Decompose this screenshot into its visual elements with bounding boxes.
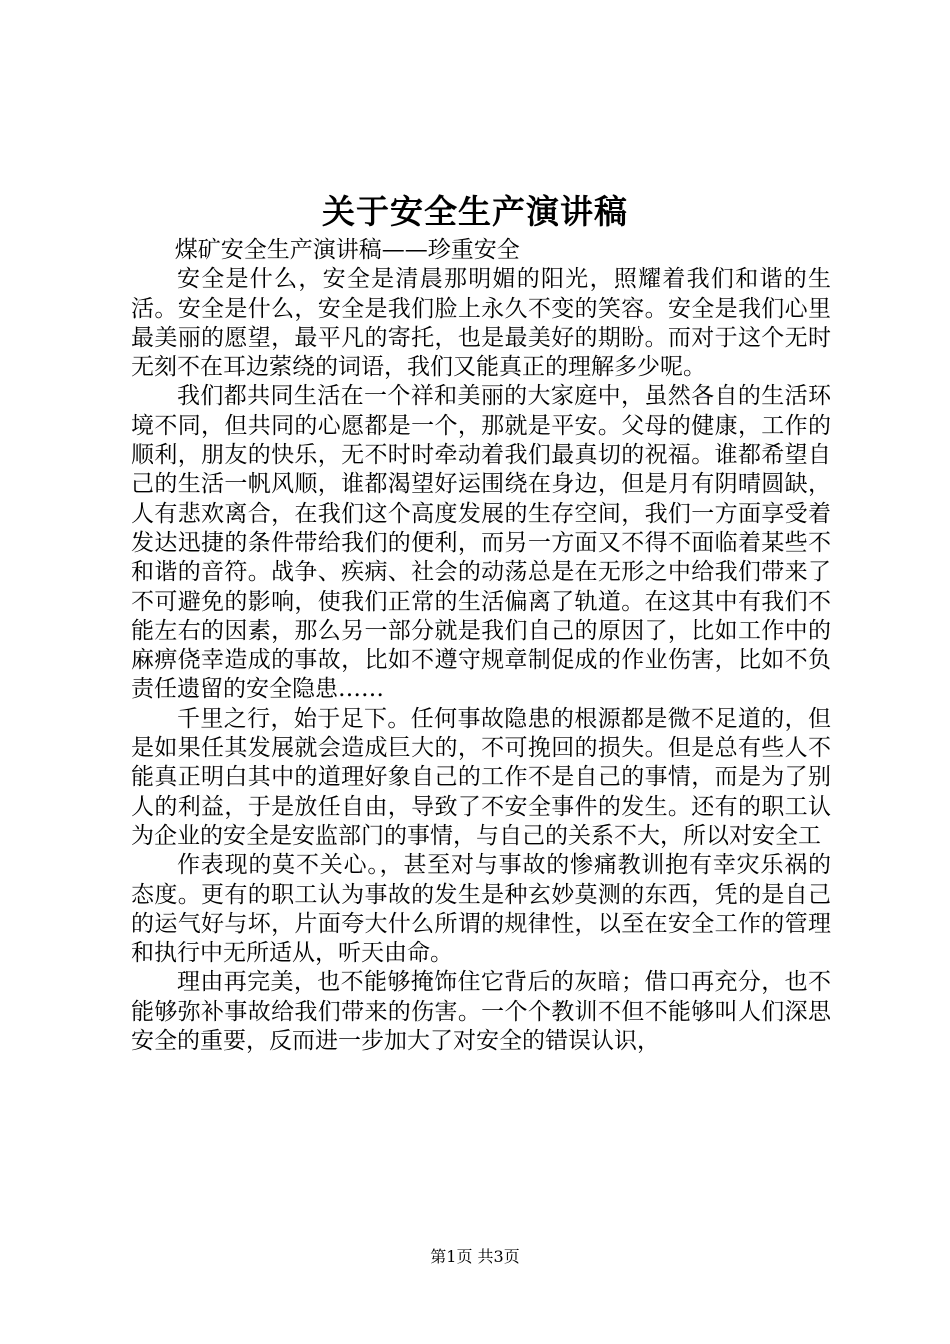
paragraph: 安全是什么，安全是清晨那明媚的阳光，照耀着我们和谐的生活。安全是什么，安全是我们脸上永久不变的笑容。安全是我们心里最美丽的愿望，最平凡的寄托，也是最美好的期盼。而对于这个无时无刻不在耳边萦绕的词语，我们又能真正的理解多少呢。: [131, 266, 831, 381]
page-footer: 第1页 共3页: [430, 1247, 520, 1266]
paragraph: 理由再完美，也不能够掩饰住它背后的灰暗；借口再充分，也不能够弥补事故给我们带来的伤害。一个个教训不但不能够叫人们深思安全的重要，反而进一步加大了对安全的错误认识，: [131, 969, 831, 1055]
paragraph: 作表现的莫不关心。，甚至对与事故的惨痛教训抱有幸灾乐祸的态度。更有的职工认为事故的发生是种玄妙莫测的东西，凭的是自己的运气好与坏，片面夸大什么所谓的规律性，以至在安全工作的管理和执行中无所适从，听天由命。: [131, 852, 831, 967]
paragraph: 我们都共同生活在一个祥和美丽的大家庭中，虽然各自的生活环境不同，但共同的心愿都是一个，那就是平安。父母的健康，工作的顺利，朋友的快乐，无不时时牵动着我们最真切的祝福。谁都希望自己的生活一帆风顺，谁都渴望好运围绕在身边，但是月有阴晴圆缺，人有悲欢离合，在我们这个高度发展的生存空间，我们一方面享受着发达迅捷的条件带给我们的便利，而另一方面又不得不面临着某些不和谐的音符。战争、疾病、社会的动荡总是在无形之中给我们带来了不可避免的影响，使我们正常的生活偏离了轨道。在这其中有我们不能左右的因素，那么另一部分就是我们自己的原因了，比如工作中的麻痹侥幸造成的事故，比如不遵守规章制促成的作业伤害，比如不负责任遗留的安全隐患……: [131, 383, 831, 703]
paragraph: 千里之行，始于足下。任何事故隐患的根源都是微不足道的，但是如果任其发展就会造成巨大的，不可挽回的损失。但是总有些人不能真正明白其中的道理好象自己的工作不是自己的事情，而是为了别人的利益，于是放任自由，导致了不安全事件的发生。还有的职工认为企业的安全是安监部门的事情，与自己的关系不大，所以对安全工: [131, 705, 831, 849]
document-subtitle: 煤矿安全生产演讲稿——珍重安全: [174, 237, 520, 263]
document-title: 关于安全生产演讲稿: [322, 192, 628, 231]
document-body: [131, 236, 831, 1056]
